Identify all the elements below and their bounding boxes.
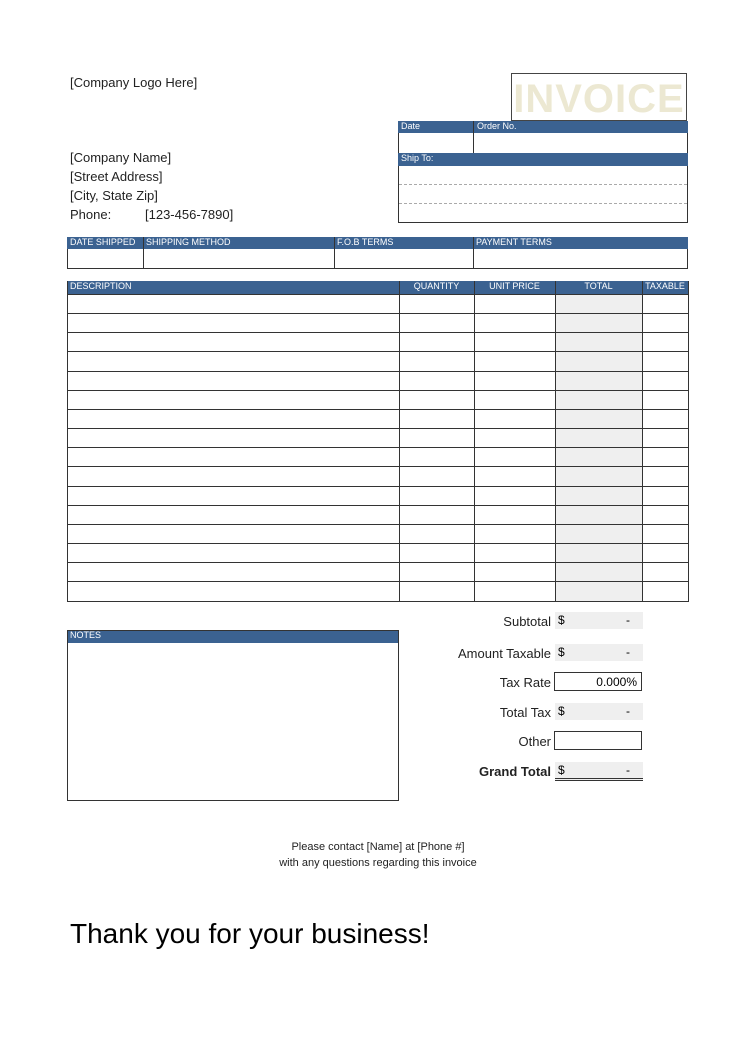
company-street: [Street Address]	[70, 169, 163, 184]
payment-terms-field[interactable]	[474, 250, 687, 268]
unit-price-header: UNIT PRICE	[474, 281, 555, 294]
total-tax-label: Total Tax	[499, 705, 551, 720]
table-row[interactable]	[68, 429, 688, 446]
contact-line-1: Please contact [Name] at [Phone #]	[291, 841, 465, 853]
description-header: DESCRIPTION	[67, 281, 399, 294]
tax-currency: $	[558, 704, 565, 718]
table-row[interactable]	[68, 467, 688, 484]
date-label: Date	[398, 121, 473, 133]
table-row[interactable]	[68, 333, 688, 350]
amount-taxable-value	[555, 644, 643, 661]
other-field[interactable]	[554, 731, 642, 750]
date-shipped-field[interactable]	[68, 250, 142, 268]
contact-line-2: with any questions regarding this invoice	[279, 857, 477, 869]
grand-total-label: Grand Total	[479, 764, 551, 779]
column-divider	[688, 281, 689, 602]
invoice-title: INVOICE	[513, 77, 685, 121]
ship-to-field[interactable]	[399, 166, 687, 222]
grand-total-amount: -	[626, 763, 630, 777]
grand-total-value	[555, 762, 643, 781]
subtotal-label: Subtotal	[503, 614, 551, 629]
taxable-header: TAXABLE	[642, 281, 688, 294]
payment-terms-header: PAYMENT TERMS	[473, 237, 688, 249]
tax-rate-label: Tax Rate	[499, 675, 551, 690]
company-logo-placeholder: [Company Logo Here]	[70, 75, 198, 90]
total-tax-value	[555, 703, 643, 720]
phone-label: Phone:	[70, 207, 112, 222]
amount-taxable-label: Amount Taxable	[458, 646, 551, 661]
grand-total-currency: $	[558, 763, 565, 777]
table-row[interactable]	[68, 563, 688, 580]
table-row[interactable]	[68, 582, 688, 599]
ship-to-label: Ship To:	[398, 153, 688, 166]
table-row[interactable]	[68, 525, 688, 542]
shipping-method-field[interactable]	[144, 250, 333, 268]
subtotal-amount: -	[626, 613, 630, 627]
invoice-title-box	[511, 73, 687, 121]
order-number-label: Order No.	[473, 121, 688, 133]
table-row[interactable]	[68, 295, 688, 312]
company-name: [Company Name]	[70, 150, 172, 165]
table-row[interactable]	[68, 544, 688, 561]
quantity-header: QUANTITY	[399, 281, 474, 294]
shipping-method-header: SHIPPING METHOD	[143, 237, 334, 249]
table-row[interactable]	[68, 391, 688, 408]
tax-rate-field[interactable]	[554, 672, 642, 691]
table-row[interactable]	[68, 410, 688, 427]
tax-rate-value: 0.000%	[596, 675, 637, 689]
table-row[interactable]	[68, 314, 688, 331]
table-bottom-border	[67, 601, 689, 602]
other-label: Other	[518, 734, 551, 749]
fob-terms-field[interactable]	[335, 250, 472, 268]
taxable-amount: -	[626, 645, 630, 659]
thank-you-message: Thank you for your business!	[70, 918, 430, 949]
table-row[interactable]	[68, 506, 688, 523]
table-row[interactable]	[68, 352, 688, 369]
date-shipped-header: DATE SHIPPED	[67, 237, 143, 249]
table-row[interactable]	[68, 372, 688, 389]
date-field[interactable]	[399, 134, 472, 153]
table-row[interactable]	[68, 448, 688, 465]
fob-terms-header: F.O.B TERMS	[334, 237, 473, 249]
table-row[interactable]	[68, 487, 688, 504]
tax-amount: -	[626, 704, 630, 718]
subtotal-value	[555, 612, 643, 629]
order-number-field[interactable]	[474, 134, 687, 153]
subtotal-currency: $	[558, 613, 565, 627]
taxable-currency: $	[558, 645, 565, 659]
total-header: TOTAL	[555, 281, 642, 294]
notes-header: NOTES	[67, 630, 399, 643]
notes-field[interactable]	[68, 644, 398, 800]
company-phone: [123-456-7890]	[145, 207, 234, 222]
company-city: [City, State Zip]	[70, 188, 158, 203]
